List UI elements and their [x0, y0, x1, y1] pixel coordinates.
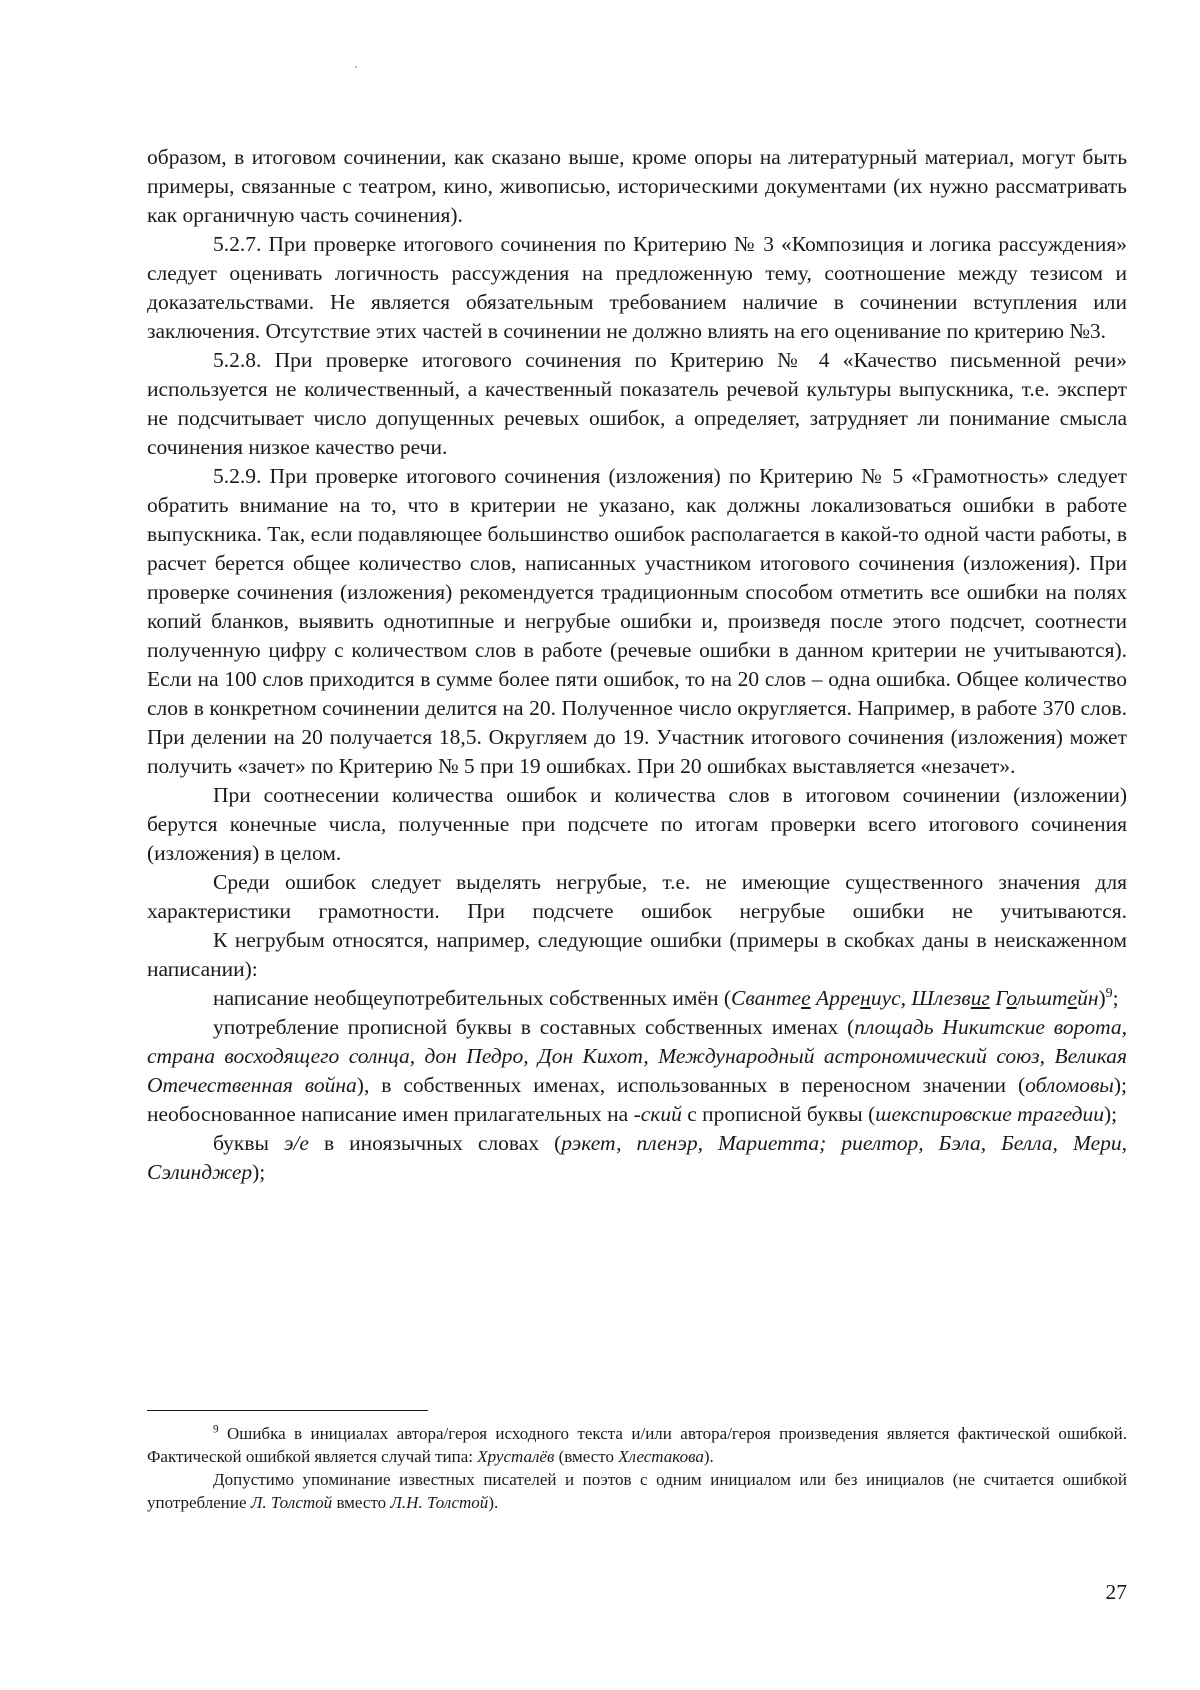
- example-italic: Арре: [810, 986, 861, 1010]
- text-span: написание необщеупотребительных собственных имён (: [213, 986, 732, 1010]
- text-span: с прописной буквы (: [681, 1102, 876, 1126]
- text-span: ), в собственных именах, использованных в переносном значении (: [356, 1073, 1026, 1097]
- example-underlined: е: [801, 986, 811, 1010]
- text-span: Допустимо упоминание известных писателей и поэтов с одним инициалом или без инициалов (не считается ошибкой употребление: [147, 1470, 1127, 1512]
- example-underlined: иг: [970, 986, 990, 1010]
- example-italic: Л.Н. Толстой: [390, 1493, 489, 1512]
- example-italic: йн: [1077, 986, 1099, 1010]
- example-italic: Л. Толстой: [250, 1493, 333, 1512]
- list-item-foreign-words: [147, 1129, 1127, 1187]
- footnote-reference[interactable]: 9: [1105, 985, 1113, 1001]
- text-span: ;: [1112, 986, 1119, 1010]
- paragraph-5-2-8: 5.2.8. При проверке итогового сочинения по Критерию № 4 «Качество письменной речи» используется не количественный, а качественный показатель речевой культуры выпускника, т.е. эксперт не подсчитывает число допущенных речевых ошибок, а определяет, затрудняет ли понимание смысла сочинения низкое качество речи.: [147, 348, 1127, 459]
- paragraph-minor-errors-list-intro: К негрубым относятся, например, следующие ошибки (примеры в скобках даны в неискаженном написании):: [147, 928, 1127, 981]
- paragraph-5-2-7: 5.2.7. При проверке итогового сочинения по Критерию № 3 «Композиция и логика рассуждения» следует оценивать логичность рассуждения на предложенную тему, соотношение между тезисом и доказательствами. Не является обязательным требованием наличие в сочинении вступления или заключения. Отсутствие этих частей в сочинении не должно влиять на его оценивание по критерию №3.: [147, 232, 1127, 343]
- body-text: [147, 143, 1127, 1187]
- text-span: в иноязычных словах (: [308, 1131, 562, 1155]
- example-italic: ский: [640, 1102, 682, 1126]
- example-italic: Хрусталёв: [477, 1447, 555, 1466]
- paragraph-continuation: образом, в итоговом сочинении, как сказано выше, кроме опоры на литературный материал, могут быть примеры, связанные с театром, кино, живописью, историческими документами (их нужно рассматривать как органичную часть сочинения).: [147, 145, 1127, 227]
- list-item-proper-names: [147, 984, 1127, 1013]
- text-span: );: [1103, 1102, 1118, 1126]
- example-italic: Сванте: [731, 986, 802, 1010]
- footnote-9: [147, 1422, 1127, 1468]
- footnotes: [147, 1422, 1127, 1514]
- example-underlined: о: [1006, 986, 1017, 1010]
- text-span: вместо: [332, 1493, 391, 1512]
- example-italic: э/е: [283, 1131, 309, 1155]
- scan-artifact: [355, 66, 357, 68]
- text-span: );: [252, 1160, 266, 1184]
- text-span: ).: [488, 1493, 499, 1512]
- text-span: Ошибка в инициалах автора/героя исходного текста и/или автора/героя произведения является фактической ошибкой. Фактической ошибкой является случай типа:: [147, 1424, 1127, 1466]
- footnote-9-continued: [147, 1468, 1127, 1514]
- example-underlined: н: [860, 986, 871, 1010]
- example-italic: шекспировские трагедии: [875, 1102, 1104, 1126]
- example-italic: Г: [989, 986, 1007, 1010]
- paragraph-minor-errors: Среди ошибок следует выделять негрубые, т.е. не имеющие существенного значения для характеристики грамотности. При подсчете ошибок негрубые ошибки не учитываются.: [147, 870, 1127, 923]
- paragraph-word-counting: При соотнесении количества ошибок и количества слов в итоговом сочинении (изложении) берутся конечные числа, полученные при подсчете по итогам проверки всего итогового сочинения (изложения) в целом.: [147, 783, 1127, 865]
- footnote-marker: 9: [213, 1423, 219, 1436]
- example-italic: льшт: [1016, 986, 1068, 1010]
- page-number: 27: [1105, 1580, 1127, 1604]
- example-italic: обломовы: [1025, 1073, 1114, 1097]
- example-italic: рэкет, пленэр, Мариетта; риелтор, Бэла, Белла, Мери, Сэлинджер: [147, 1131, 1127, 1184]
- example-underlined: е: [1067, 986, 1078, 1010]
- list-item-capital-letters: [147, 1013, 1127, 1129]
- text-span: (вместо: [554, 1447, 619, 1466]
- text-span: буквы: [213, 1131, 284, 1155]
- example-italic: площадь Никитские ворота, страна восходящего солнца, дон Педро, Дон Кихот, Международный астрономический союз, Великая Отечественная война: [147, 1015, 1128, 1097]
- footnote-separator: [147, 1410, 428, 1411]
- text-span: ); необоснованное написание имен прилагательных на -: [147, 1073, 1127, 1126]
- text-span: употребление прописной буквы в составных собственных именах (: [213, 1015, 855, 1039]
- text-span: ): [1098, 986, 1106, 1010]
- paragraph-5-2-9: 5.2.9. При проверке итогового сочинения (изложения) по Критерию № 5 «Грамотность» следует обратить внимание на то, что в критерии не указано, как должны локализоваться ошибки в работе выпускника. Так, если подавляющее большинство ошибок располагается в какой-то одной части работы, в расчет берется общее количество слов, написанных участником итогового сочинения (изложения). При проверке сочинения (изложения) рекомендуется традиционным способом отметить все ошибки на полях копий бланков, выявить однотипные и негрубые ошибки и, произведя после этого подсчет, соотнести полученную цифру с количеством слов в работе (речевые ошибки в данном критерии не учитываются). Если на 100 слов приходится в сумме более пяти ошибок, то на 20 слов – одна ошибка. Общее количество слов в конкретном сочинении делится на 20. Полученное число округляется. Например, в работе 370 слов. При делении на 20 получается 18,5. Округляем до 19. Участник итогового сочинения (изложения) может получить «зачет» по Критерию № 5 при 19 ошибках. При 20 ошибках выставляется «незачет».: [147, 464, 1127, 778]
- text-span: ).: [703, 1447, 714, 1466]
- example-italic: иус, Шлезв: [870, 986, 971, 1010]
- example-italic: Хлестакова: [618, 1447, 704, 1466]
